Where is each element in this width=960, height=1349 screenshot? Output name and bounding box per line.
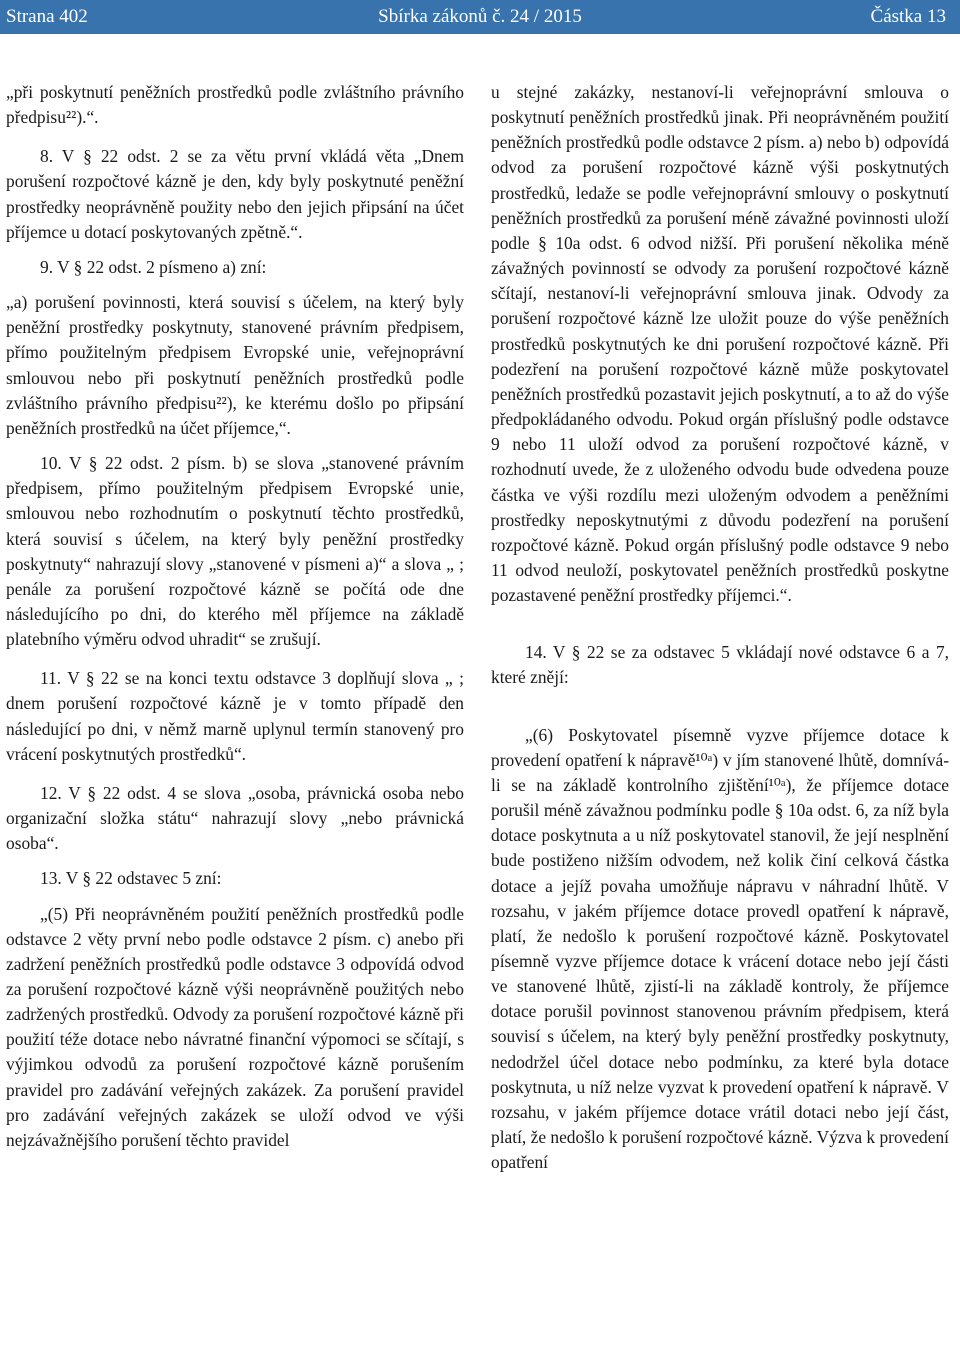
amendment-10: 10. V § 22 odst. 2 písm. b) se slova „stanovené právním předpisem, přímo použitelným předpisem Evropské unie, smlouvou nebo rozhodnutím o poskytnutí těchto prostředků, která souvisí s účelem, na který byly peněžní prostředky poskytnuty“ nahrazují slovy „stanovené v písmeni a)“ a slova „ ; penále za porušení rozpočtové kázně se počítá ode dne následujícího po dni, do kterého měl příjemce na základě platebního výměru odvod uhradit“ se zrušují.	[6, 453, 464, 650]
collection-title: Sbírka zákonů č. 24 / 2015	[378, 6, 582, 27]
amendment-14-text: „(6) Poskytovatel písemně vyzve příjemce dotace k provedení opatření k nápravě¹⁰ᵃ) v jím stanovené lhůtě, domnívá-li se na základě kontrolního zjištění¹⁰ᵃ), že příjemce dotace porušil méně závažnou podmínku podle § 10a odst. 6, za níž byla dotace poskytnuta a u níž poskytovatel stanovil, že její nesplnění bude postiženo nižším odvodem, než kolik činí celková částka dotace a jejíž povaha umožňuje nápravu v náhradní lhůtě. V rozsahu, v jakém příjemce dotace provedl opatření k nápravě, platí, že nedošlo k porušení rozpočtové kázně. Poskytovatel písemně vyzve příjemce dotace k vrácení dotace nebo její části ve stanovené lhůtě, zjistí-li na základě kontroly, že příjemce dotace porušil povinnost stanovenou právním předpisem, která souvisí s účelem, na který byly peněžní prostředky poskytnuty, nedodržel účel dotace nebo podmínku, za které byla dotace poskytnuta, u níž nelze vyzvat k provedení opatření k nápravě. V rozsahu, v jakém příjemce dotace vrátil dotaci nebo její část, platí, že nedošlo k porušení rozpočtové kázně. Výzva k provedení opatření	[491, 724, 949, 1173]
amendment-14: 14. V § 22 se za odstavec 5 vkládají nové odstavce 6 a 7, které znějí:	[491, 642, 949, 688]
amendment-11: 11. V § 22 se na konci textu odstavce 3 doplňují slova „ ; dnem porušení rozpočtové kázně je v tomto případě den následující po dni, v němž marně uplynul termín stanovený pro vrácení poskytnutých prostředků“.	[6, 668, 464, 764]
amendment-13-continuation: u stejné zakázky, nestanoví-li veřejnoprávní smlouva o poskytnutí peněžních prostředků jinak. Při neoprávněném použití peněžních prostředků podle odstavce 2 písm. a) nebo b) odpovídá odvod za porušení rozpočtové kázně výši poskytnutých prostředků, ledaže se podle veřejnoprávní smlouvy o poskytnutí peněžních prostředků za porušení méně závažné povinnosti uloží podle § 10a odst. 6 odvod nižší. Při porušení několika méně závažných povinností se odvody za porušení rozpočtové kázně sčítají, nestanoví-li veřejnoprávní smlouva jinak. Odvody za porušení rozpočtové kázně lze uložit pouze do výše peněžních prostředků poskytnutých ke dni porušení rozpočtové kázně. Při podezření na porušení rozpočtové kázně může poskytovatel peněžních prostředků pozastavit jejich poskytnutí, a to až do výše předpokládaného odvodu. Pokud orgán příslušný podle odstavce 9 nebo 11 uloží odvod za porušení rozpočtové kázně, v rozhodnutí uvede, že z uloženého odvodu bude odvedena pouze částka ve výši rozdílu mezi uloženým odvodem a peněžními prostředky neposkytnutými z důvodu podezření na porušení rozpočtové kázně. Pokud orgán příslušný podle odstavce 9 nebo 11 odvod neuloží, poskytovatel peněžních prostředků poskytne pozastavené peněžní prostředky příjemci.“.	[491, 82, 949, 606]
amendment-8: 8. V § 22 odst. 2 se za větu první vkládá věta „Dnem porušení rozpočtové kázně je den, kdy byly poskytnuté peněžní prostředky neoprávněně použity nebo den jejich připsání na účet příjemce u dotací poskytovaných zpětně.“.	[6, 146, 464, 242]
amendment-13: 13. V § 22 odstavec 5 zní:	[40, 868, 222, 889]
right-column	[491, 80, 949, 1175]
part-number: Částka 13	[870, 6, 946, 27]
amendment-9-text: „a) porušení povinnosti, která souvisí s účelem, na který byly peněžní prostředky poskytnuty, stanovené právním předpisem, přímo použitelným předpisem Evropské unie, veřejnoprávní smlouvou nebo při poskytnutí peněžních prostředků podle zvláštního právního předpisu²²), ke kterému došlo po připsání peněžních prostředků na účet příjemce,“.	[6, 292, 464, 438]
left-column	[6, 80, 464, 1153]
amendment-13-text: „(5) Při neoprávněném použití peněžních prostředků podle odstavce 2 věty první nebo podle odstavce 2 písm. c) anebo při zadržení peněžních prostředků podle odstavce 3 odpovídá odvod za porušení rozpočtové kázně výši neoprávněně použitých nebo zadržených prostředků. Odvody za porušení rozpočtové kázně při použití téže dotace nebo návratné finanční výpomoci se sčítají, s výjimkou odvodů za porušení rozpočtové kázně porušením pravidel pro zadávání veřejných zakázek. Za porušení pravidel pro zadávání veřejných zakázek se uloží odvod ve výši nejzávažnějšího porušení těchto pravidel	[6, 903, 464, 1150]
paragraph-continuation: „při poskytnutí peněžních prostředků podle zvláštního právního předpisu²²).“.	[6, 82, 464, 128]
page-header	[0, 0, 960, 34]
page-number: Strana 402	[6, 6, 88, 27]
amendment-9: 9. V § 22 odst. 2 písmeno a) zní:	[40, 256, 267, 277]
amendment-12: 12. V § 22 odst. 4 se slova „osoba, právnická osoba nebo organizační složka státu“ nahrazují slovy „nebo právnická osoba“.	[6, 782, 464, 854]
